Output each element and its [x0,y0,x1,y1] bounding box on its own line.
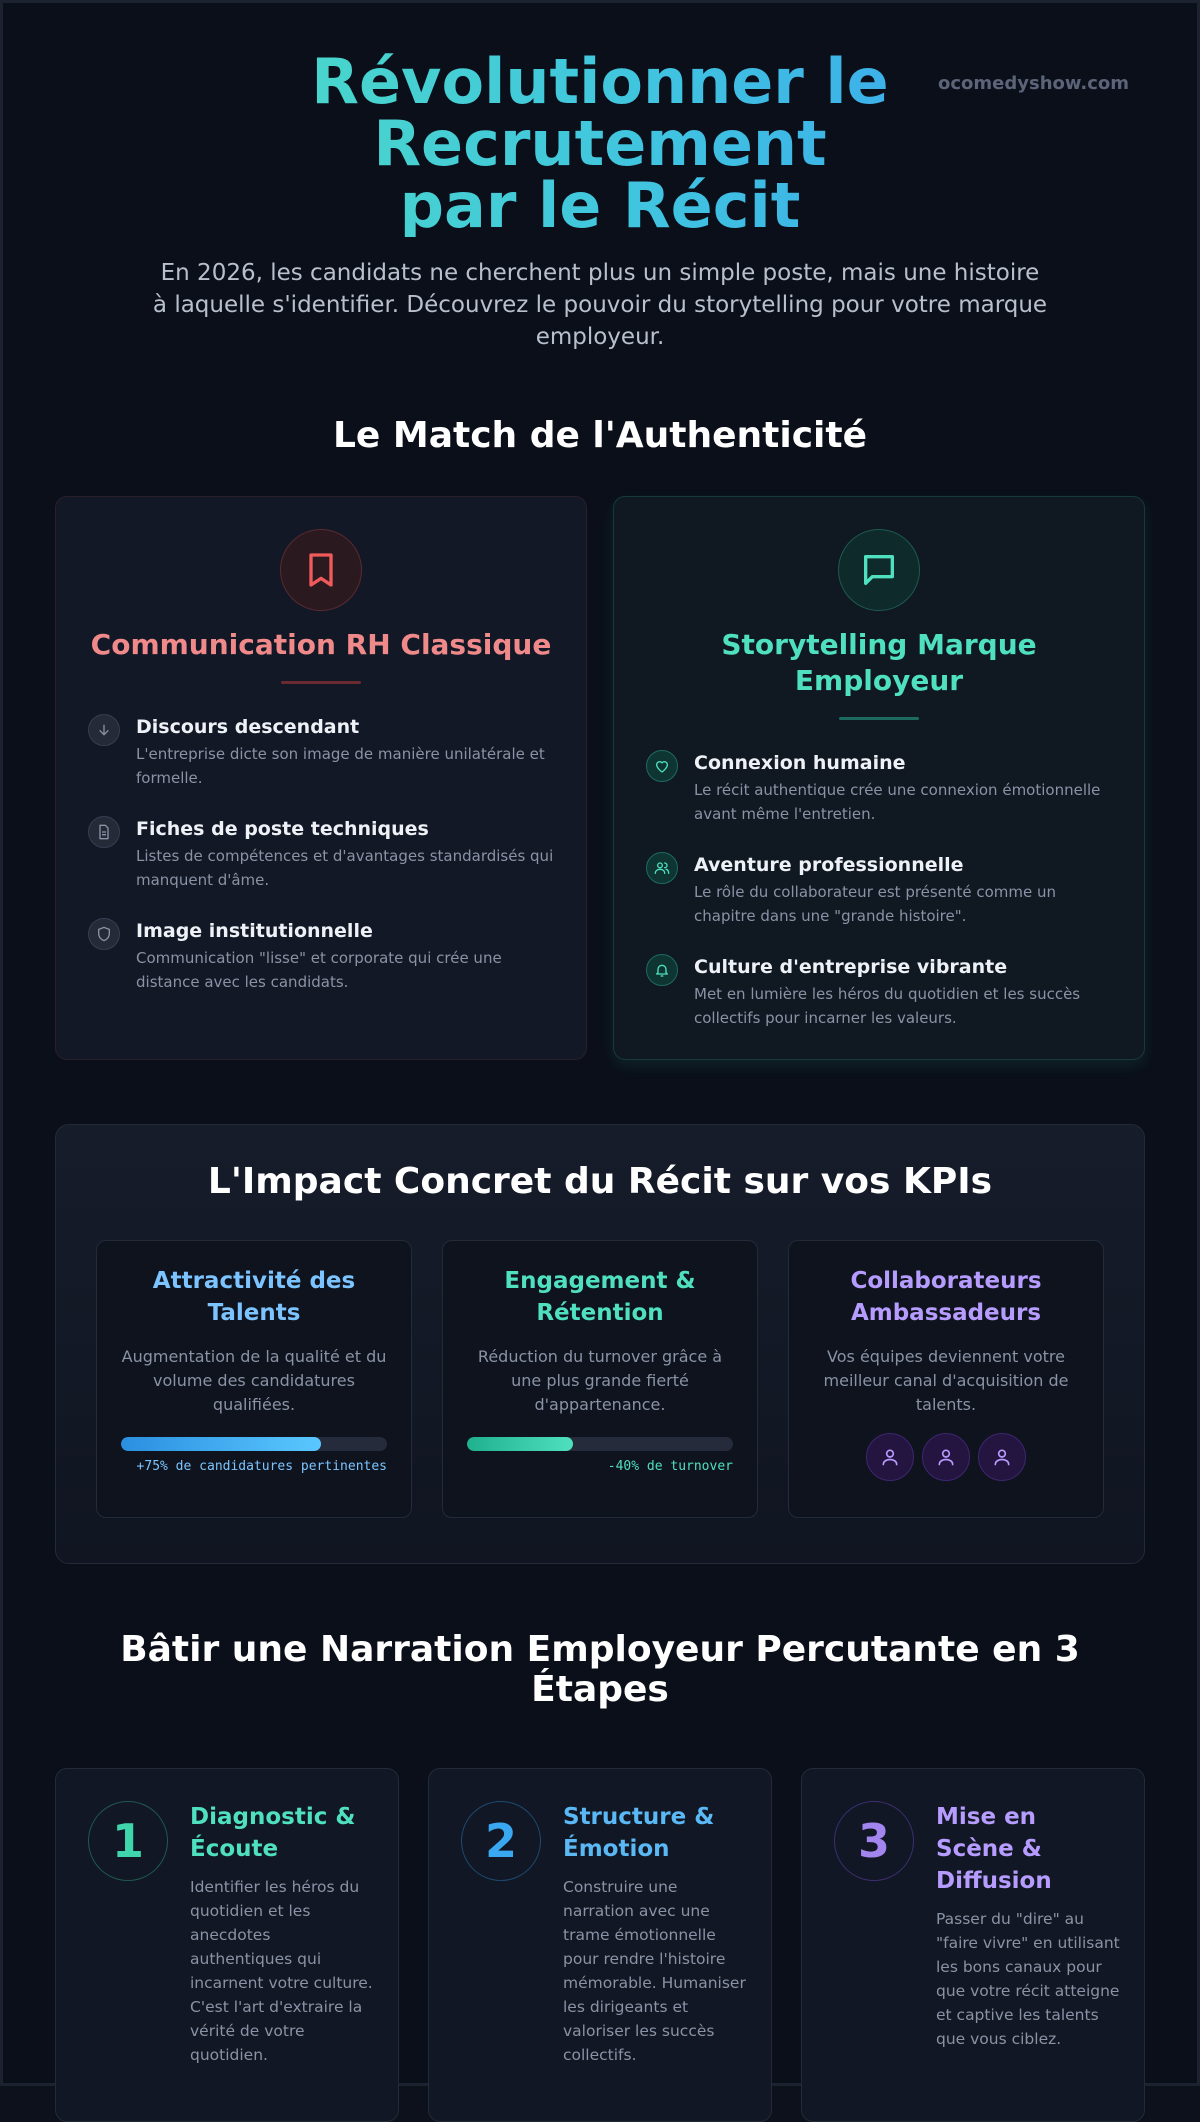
list-item [88,918,554,994]
step-number: 1 [88,1801,168,1881]
match-section-title: Le Match de l'Authenticité [332,415,868,456]
step-title: Structure & Émotion [563,1804,715,1862]
list-item [88,714,554,790]
progress-fill [467,1437,573,1451]
file-text-icon [88,816,120,848]
step-card-2 [428,1768,772,2122]
avatar-group [813,1433,1079,1481]
bookmark-icon [280,529,362,611]
item-desc: Communication "lisse" et corporate qui crée une distance avec les candidats. [136,949,502,991]
kpi-title: Attractivité des Talents [152,1268,356,1326]
item-title: Discours descendant [136,716,360,738]
step-number: 2 [461,1801,541,1881]
kpi-card-ambassadors [788,1240,1104,1518]
kpi-cards [56,1240,1144,1518]
item-title: Fiches de poste techniques [136,818,429,840]
page-subtitle: En 2026, les candidats ne cherchent plus un simple poste, mais une histoire à laquelle s'identifier. Découvrez le pouvoir du storytelling pour votre marque employeur. [152,260,1048,350]
list-item [646,750,1112,826]
bell-icon [646,954,678,986]
user-icon [922,1433,970,1481]
kpi-note: -40% de turnover [607,1459,733,1474]
page-title-line1: Révolutionner le Recrutement [311,45,889,180]
user-icon [978,1433,1026,1481]
divider [839,717,919,720]
item-title: Culture d'entreprise vibrante [694,956,1008,978]
watermark: ocomedyshow.com [938,73,1129,94]
divider [281,681,361,684]
kpi-desc: Vos équipes deviennent votre meilleur canal d'acquisition de talents. [823,1347,1069,1414]
kpi-section-title: L'Impact Concret du Récit sur vos KPIs [207,1161,993,1202]
hero [3,3,1197,353]
steps-section-title: Bâtir une Narration Employeur Percutante en 3 Étapes [120,1629,1080,1710]
storytelling-card [613,496,1145,1060]
progress-bar [121,1437,387,1451]
classic-hr-title: Communication RH Classique [90,628,552,661]
list-item [646,954,1112,1030]
item-title: Image institutionnelle [136,920,373,942]
kpi-title: Engagement & Rétention [504,1268,696,1326]
step-number: 3 [834,1801,914,1881]
message-square-icon [838,529,920,611]
step-title: Diagnostic & Écoute [190,1804,356,1862]
item-title: Aventure professionnelle [694,854,964,876]
progress-bar [467,1437,733,1451]
heart-icon [646,750,678,782]
step-desc: Identifier les héros du quotidien et les anecdotes authentiques qui incarnent votre culture. C'est l'art d'extraire la vérité de votre quotidien. [190,1878,373,2064]
item-title: Connexion humaine [694,752,906,774]
list-item [88,816,554,892]
item-desc: Le rôle du collaborateur est présenté comme un chapitre dans une "grande histoire". [694,883,1056,925]
classic-hr-card [55,496,587,1060]
step-desc: Passer du "dire" au "faire vivre" en utilisant les bons canaux pour que votre récit atteigne et captive les talents que vous ciblez. [936,1910,1120,2048]
kpi-title: Collaborateurs Ambassadeurs [850,1268,1042,1326]
progress-fill [121,1437,321,1451]
kpi-card-engagement [442,1240,758,1518]
shield-icon [88,918,120,950]
kpi-desc: Réduction du turnover grâce à une plus grande fierté d'appartenance. [477,1347,723,1414]
kpi-note: +75% de candidatures pertinentes [136,1459,387,1474]
steps [3,1768,1197,2122]
list-item [646,852,1112,928]
item-desc: Listes de compétences et d'avantages standardisés qui manquent d'âme. [136,847,554,889]
kpi-section [55,1124,1145,1564]
kpi-desc: Augmentation de la qualité et du volume des candidatures qualifiées. [121,1347,387,1414]
storytelling-title: Storytelling Marque Employeur [721,628,1037,697]
step-card-1 [55,1768,399,2122]
step-title: Mise en Scène & Diffusion [936,1804,1052,1894]
item-desc: Le récit authentique crée une connexion émotionnelle avant même l'entretien. [694,781,1101,823]
user-icon [866,1433,914,1481]
step-desc: Construire une narration avec une trame émotionnelle pour rendre l'histoire mémorable. Humaniser les dirigeants et valoriser les succès collectifs. [563,1878,746,2064]
kpi-card-talent [96,1240,412,1518]
page-title-line2: par le Récit [399,169,801,242]
arrow-down-icon [88,714,120,746]
comparison [3,496,1197,1060]
users-icon [646,852,678,884]
item-desc: L'entreprise dicte son image de manière unilatérale et formelle. [136,745,545,787]
item-desc: Met en lumière les héros du quotidien et les succès collectifs pour incarner les valeurs. [694,985,1081,1027]
step-card-3 [801,1768,1145,2122]
